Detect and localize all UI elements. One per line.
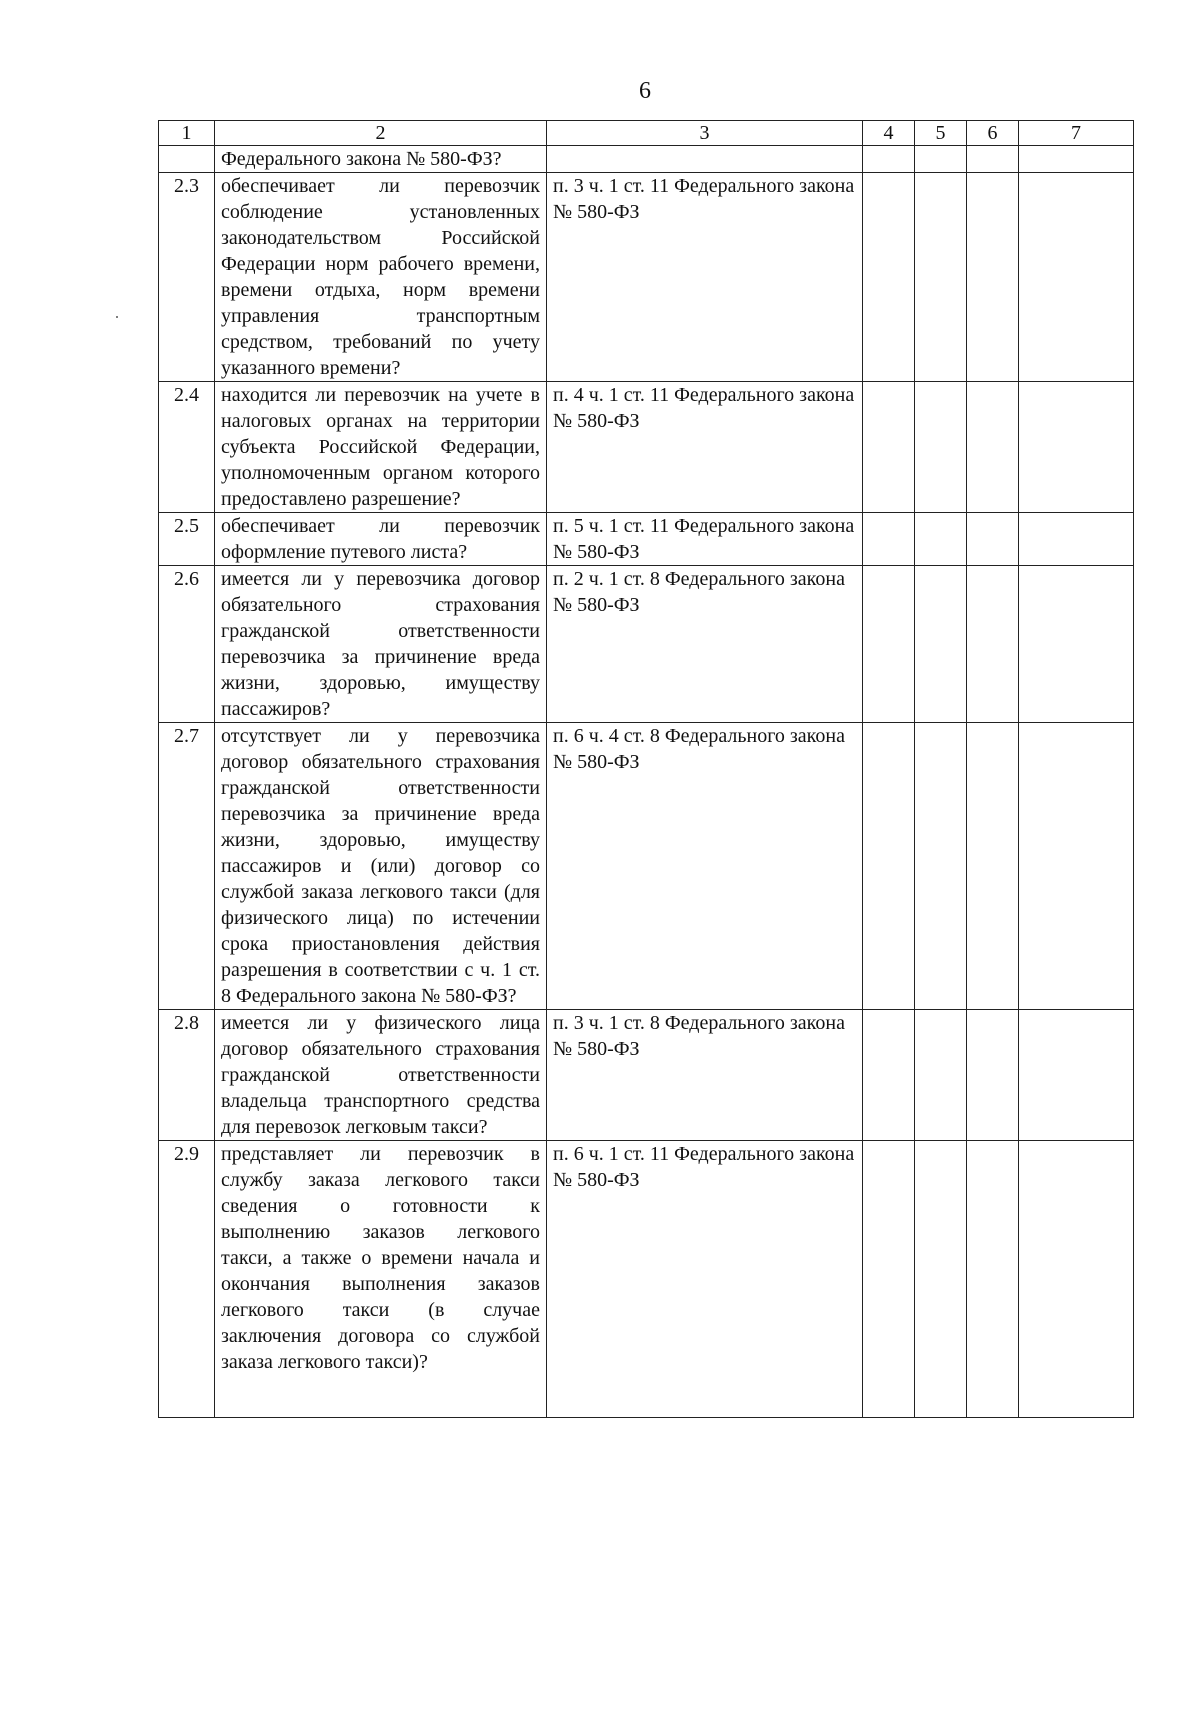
- answer-cell-na: [967, 1010, 1019, 1141]
- notes-cell: [1019, 382, 1134, 513]
- row-number: 2.6: [159, 566, 215, 723]
- row-number: 2.9: [159, 1141, 215, 1418]
- answer-cell-no: [915, 382, 967, 513]
- page-number: 6: [639, 78, 651, 104]
- answer-cell-no: [915, 566, 967, 723]
- question-text: имеется ли у физического лица договор обязательного страхования гражданской ответственности владельца транспортного средства для перевозок легковым такси?: [215, 1010, 547, 1141]
- answer-cell-no: [915, 173, 967, 382]
- question-text: отсутствует ли у перевозчика договор обязательного страхования гражданской ответственности перевозчика за причинение вреда жизни, здоровью, имуществу пассажиров и (или) договор со службой заказа легкового такси (для физического лица) по истечении срока приостановления действия разрешения в соответствии с ч. 1 ст. 8 Федерального закона № 580-ФЗ?: [215, 723, 547, 1010]
- legal-reference: п. 6 ч. 4 ст. 8 Федерального закона № 580-ФЗ: [547, 723, 863, 1010]
- answer-cell-no: [915, 723, 967, 1010]
- question-text: находится ли перевозчик на учете в налоговых органах на территории субъекта Российской Федерации, уполномоченным органом которого предоставлено разрешение?: [215, 382, 547, 513]
- table-row: [159, 723, 1134, 1010]
- answer-cell-na: [967, 146, 1019, 173]
- column-header-4: 4: [863, 121, 915, 146]
- column-header-6: 6: [967, 121, 1019, 146]
- answer-cell-na: [967, 382, 1019, 513]
- notes-cell: [1019, 566, 1134, 723]
- answer-cell-yes: [863, 723, 915, 1010]
- column-header-5: 5: [915, 121, 967, 146]
- legal-reference: п. 2 ч. 1 ст. 8 Федерального закона № 580-ФЗ: [547, 566, 863, 723]
- legal-reference: п. 5 ч. 1 ст. 11 Федерального закона № 580-ФЗ: [547, 513, 863, 566]
- answer-cell-na: [967, 566, 1019, 723]
- legal-reference: [547, 146, 863, 173]
- checklist-table: [158, 120, 1134, 1418]
- row-number: 2.3: [159, 173, 215, 382]
- answer-cell-na: [967, 513, 1019, 566]
- question-text: Федерального закона № 580-ФЗ?: [215, 146, 547, 173]
- question-text: имеется ли у перевозчика договор обязательного страхования гражданской ответственности перевозчика за причинение вреда жизни, здоровью, имуществу пассажиров?: [215, 566, 547, 723]
- answer-cell-yes: [863, 513, 915, 566]
- column-header-1: 1: [159, 121, 215, 146]
- table-row: [159, 1141, 1134, 1418]
- legal-reference: п. 4 ч. 1 ст. 11 Федерального закона № 580-ФЗ: [547, 382, 863, 513]
- scan-speck: [116, 316, 118, 318]
- answer-cell-no: [915, 513, 967, 566]
- row-number: 2.8: [159, 1010, 215, 1141]
- question-text: представляет ли перевозчик в службу заказа легкового такси сведения о готовности к выполнению заказов легкового такси, а также о времени начала и окончания выполнения заказов легкового такси (в случае заключения договора со службой заказа легкового такси)?: [215, 1141, 547, 1418]
- table-row: [159, 382, 1134, 513]
- notes-cell: [1019, 1141, 1134, 1418]
- answer-cell-yes: [863, 1141, 915, 1418]
- column-header-2: 2: [215, 121, 547, 146]
- answer-cell-na: [967, 723, 1019, 1010]
- notes-cell: [1019, 723, 1134, 1010]
- notes-cell: [1019, 1010, 1134, 1141]
- header-row: [159, 121, 1134, 146]
- answer-cell-na: [967, 173, 1019, 382]
- table-row: [159, 513, 1134, 566]
- row-number: [159, 146, 215, 173]
- row-number: 2.4: [159, 382, 215, 513]
- notes-cell: [1019, 513, 1134, 566]
- answer-cell-yes: [863, 1010, 915, 1141]
- legal-reference: п. 6 ч. 1 ст. 11 Федерального закона № 580-ФЗ: [547, 1141, 863, 1418]
- table-row: [159, 1010, 1134, 1141]
- answer-cell-na: [967, 1141, 1019, 1418]
- column-header-3: 3: [547, 121, 863, 146]
- notes-cell: [1019, 173, 1134, 382]
- table-row: [159, 146, 1134, 173]
- answer-cell-yes: [863, 146, 915, 173]
- row-number: 2.7: [159, 723, 215, 1010]
- notes-cell: [1019, 146, 1134, 173]
- table-row: [159, 566, 1134, 723]
- question-text: обеспечивает ли перевозчик оформление путевого листа?: [215, 513, 547, 566]
- question-text: обеспечивает ли перевозчик соблюдение установленных законодательством Российской Федерации норм рабочего времени, времени отдыха, норм времени управления транспортным средством, требований по учету указанного времени?: [215, 173, 547, 382]
- answer-cell-no: [915, 1010, 967, 1141]
- row-number: 2.5: [159, 513, 215, 566]
- answer-cell-yes: [863, 566, 915, 723]
- legal-reference: п. 3 ч. 1 ст. 11 Федерального закона № 580-ФЗ: [547, 173, 863, 382]
- column-header-7: 7: [1019, 121, 1134, 146]
- table-row: [159, 173, 1134, 382]
- answer-cell-no: [915, 146, 967, 173]
- legal-reference: п. 3 ч. 1 ст. 8 Федерального закона № 580-ФЗ: [547, 1010, 863, 1141]
- answer-cell-yes: [863, 173, 915, 382]
- answer-cell-no: [915, 1141, 967, 1418]
- answer-cell-yes: [863, 382, 915, 513]
